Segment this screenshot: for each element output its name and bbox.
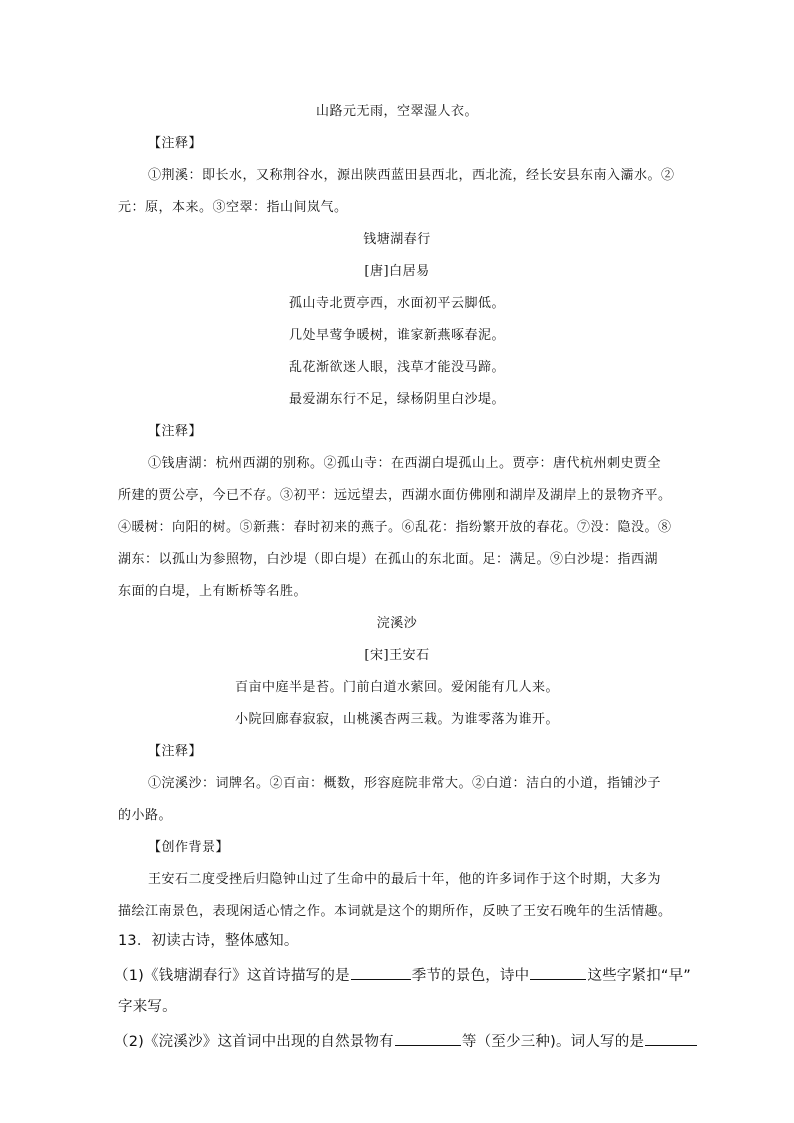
notes-heading: 【注释】 [148, 136, 203, 151]
note-text: ①荆溪：即长水，又称荆谷水，源出陕西蓝田县西北，西北流，经长安县东南入灞水。② [148, 168, 675, 183]
background-heading: 【创作背景】 [148, 840, 230, 855]
question-text: 字来写。 [118, 999, 177, 1015]
notes-heading: 【注释】 [148, 424, 203, 439]
answer-blank[interactable] [530, 965, 586, 980]
answer-blank[interactable] [645, 1031, 697, 1046]
poem-line: 山路元无雨，空翠湿人衣。 [315, 104, 478, 119]
background-text: 描绘江南景色，表现闲适心情之作。本词就是这个的期所作，反映了王安石晚年的生活情趣。 [118, 904, 672, 919]
poem-line: 小院回廊春寂寂，山桃溪杏两三栽。为谁零落为谁开。 [234, 712, 559, 727]
poem-line: 几处早莺争暖树，谁家新燕啄春泥。 [288, 328, 505, 343]
poem-author: [唐]白居易 [364, 264, 430, 279]
poem-line: 最爱湖东行不足，绿杨阴里白沙堤。 [288, 392, 505, 407]
question-text: 等（至少三种)。词人写的是 [461, 1034, 645, 1050]
answer-blank[interactable] [351, 965, 411, 980]
question-text: 这些字紧扣“早” [587, 968, 692, 984]
poem-line: 百亩中庭半是苔。门前白道水萦回。爱闲能有几人来。 [234, 680, 559, 695]
question-2 [114, 1031, 698, 1052]
notes-heading: 【注释】 [148, 744, 203, 759]
question-text: （2)《浣溪沙》这首词中出现的自然景物有 [114, 1034, 394, 1050]
note-text: 东面的白堤，上有断桥等名胜。 [118, 584, 308, 599]
poem-title: 浣溪沙 [376, 616, 418, 631]
note-text: ①钱唐湖：杭州西湖的别称。②孤山寺：在西湖白堤孤山上。贾亭：唐代杭州刺史贾全 [148, 456, 662, 471]
note-text: 元：原，本来。③空翠：指山间岚气。 [118, 200, 348, 215]
poem-author: [宋]王安石 [364, 648, 430, 663]
question-number: 13．初读古诗，整体感知。 [118, 933, 299, 949]
poem-line: 乱花渐欲迷人眼，浅草才能没马蹄。 [288, 360, 505, 375]
background-text: 王安石二度受挫后归隐钟山过了生命中的最后十年，他的许多词作于这个时期，大多为 [148, 872, 662, 887]
note-text: 所建的贾公亭，今已不存。③初平：远远望去，西湖水面仿佛刚和湖岸及湖岸上的景物齐平。 [118, 488, 672, 503]
poem-title: 钱塘湖春行 [363, 232, 431, 247]
question-text: （1)《钱塘湖春行》这首诗描写的是 [114, 968, 350, 984]
question-text: 季节的景色，诗中 [411, 968, 530, 984]
note-text: ①浣溪沙：词牌名。②百亩：概数，形容庭院非常大。②白道：洁白的小道，指铺沙子 [148, 776, 662, 791]
note-text: ④暖树：向阳的树。⑤新燕：春时初来的燕子。⑥乱花：指纷繁开放的春花。⑦没：隐没。⑧ [118, 520, 672, 535]
question-1 [114, 965, 691, 986]
note-text: 湖东：以孤山为参照物，白沙堤（即白堤）在孤山的东北面。足：满足。⑨白沙堤：指西湖 [118, 552, 659, 567]
poem-line: 孤山寺北贾亭西，水面初平云脚低。 [288, 296, 505, 311]
answer-blank[interactable] [395, 1031, 461, 1046]
note-text: 的小路。 [118, 808, 173, 823]
